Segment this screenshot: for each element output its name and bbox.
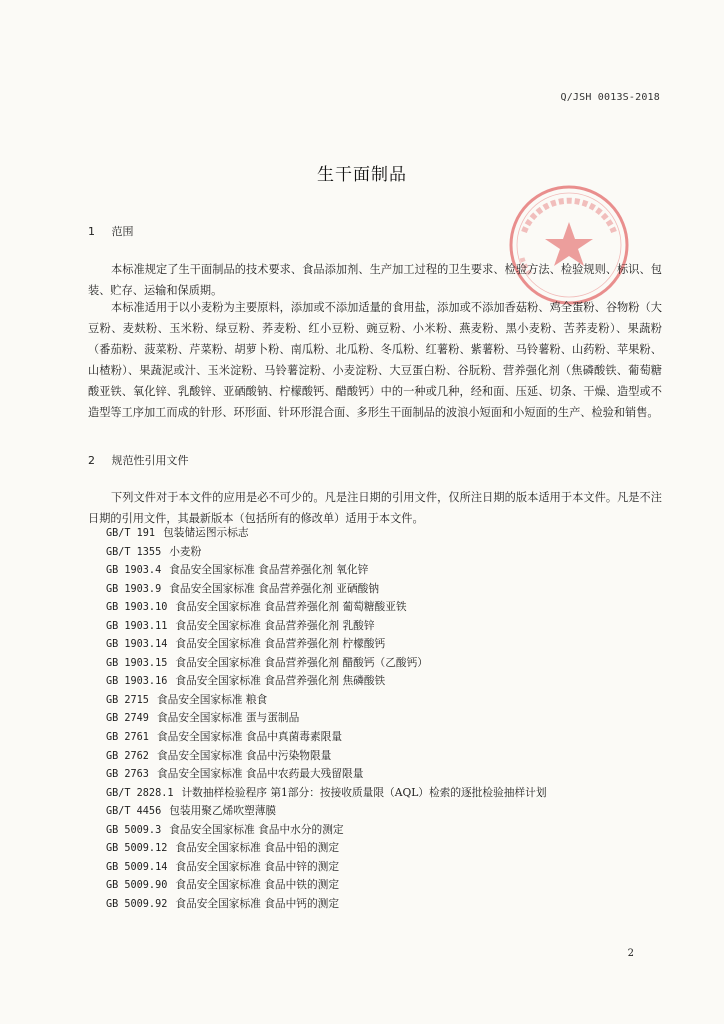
reference-item	[106, 691, 547, 710]
reference-title: 食品安全国家标准 食品中锌的测定	[175, 859, 340, 873]
reference-item	[106, 821, 547, 840]
reference-item	[106, 543, 547, 562]
reference-title: 食品安全国家标准 食品中真菌毒素限量	[156, 730, 343, 744]
reference-code: GB 1903.9	[106, 583, 162, 595]
reference-title: 食品安全国家标准 食品中农药最大残留限量	[156, 767, 364, 781]
reference-item	[106, 709, 547, 728]
reference-title: 食品安全国家标准 食品中铁的测定	[175, 878, 340, 892]
reference-title: 食品安全国家标准 食品营养强化剂 柠檬酸钙	[175, 637, 386, 651]
reference-title: 计数抽样检验程序 第1部分：按接收质量限（AQL）检索的逐批检验抽样计划	[181, 785, 547, 799]
scope-paragraph-2: 本标准适用于以小麦粉为主要原料，添加或不添加适量的食用盐，添加或不添加香菇粉、鸡全蛋粉、谷物粉（大豆粉、麦麸粉、玉米粉、绿豆粉、荞麦粉、红小豆粉、豌豆粉、小米粉、燕麦粉、黑小麦粉、苦荞麦粉）、果蔬粉（番茄粉、菠菜粉、芹菜粉、胡萝卜粉、南瓜粉、北瓜粉、冬瓜粉、红薯粉、紫薯粉、马铃薯粉、山药粉、苹果粉、山楂粉）、果蔬泥或汁、玉米淀粉、马铃薯淀粉、小麦淀粉、大豆蛋白粉、谷朊粉、营养强化剂（焦磷酸铁、葡萄糖酸亚铁、氧化锌、乳酸锌、亚硒酸钠、柠檬酸钙、醋酸钙）中的一种或几种，经和面、压延、切条、干燥、造型或不造型等工序加工而成的针形、环形面、针环形混合面、多形生干面制品的波浪小短面和小短面的生产、检验和销售。	[88, 301, 662, 419]
reference-code: GB/T 191	[106, 528, 156, 539]
reference-item	[106, 654, 547, 673]
reference-title: 食品安全国家标准 蛋与蛋制品	[156, 711, 300, 725]
reference-title: 食品安全国家标准 粮食	[156, 692, 268, 706]
reference-item	[106, 580, 547, 599]
reference-item	[106, 784, 547, 803]
reference-item	[106, 728, 547, 747]
reference-item	[106, 524, 547, 543]
reference-title: 包装用聚乙烯吹塑薄膜	[169, 804, 277, 818]
reference-item	[106, 598, 547, 617]
reference-item	[106, 672, 547, 691]
reference-title: 食品安全国家标准 食品中水分的测定	[169, 822, 344, 836]
reference-title: 食品安全国家标准 食品中钙的测定	[175, 896, 340, 910]
reference-item	[106, 561, 547, 580]
reference-code: GB 1903.4	[106, 565, 162, 577]
reference-title: 食品安全国家标准 食品营养强化剂 葡萄糖酸亚铁	[175, 600, 407, 614]
reference-code: GB 2715	[106, 694, 149, 706]
section-2-heading	[88, 452, 189, 468]
reference-item	[106, 802, 547, 821]
document-code: Q/JSH 0013S-2018	[560, 92, 660, 103]
reference-item	[106, 635, 547, 654]
reference-title: 食品安全国家标准 食品营养强化剂 醋酸钙（乙酸钙）	[175, 655, 428, 669]
reference-code: GB 2762	[106, 750, 149, 762]
reference-title: 食品安全国家标准 食品中铅的测定	[175, 841, 340, 855]
reference-code: GB 2763	[106, 769, 149, 781]
reference-item	[106, 747, 547, 766]
document-title: 生干面制品	[317, 165, 407, 185]
section-2-title: 规范性引用文件	[111, 454, 189, 467]
page-number: 2	[627, 948, 634, 959]
reference-title: 食品安全国家标准 食品中污染物限量	[156, 748, 332, 762]
reference-item	[106, 765, 547, 784]
reference-list	[106, 524, 547, 913]
section-1-number: 1	[88, 225, 95, 238]
reference-code: GB/T 1355	[106, 546, 162, 558]
reference-item	[106, 617, 547, 636]
reference-title: 食品安全国家标准 食品营养强化剂 氧化锌	[169, 563, 369, 577]
reference-code: GB 1903.15	[106, 657, 168, 669]
reference-title: 包装储运图示标志	[163, 526, 249, 539]
reference-code: GB 2761	[106, 732, 149, 744]
section-2-number: 2	[88, 454, 95, 467]
reference-title: 小麦粉	[169, 544, 202, 558]
reference-item	[106, 895, 547, 914]
reference-item	[106, 858, 547, 877]
reference-title: 食品安全国家标准 食品营养强化剂 亚硒酸钠	[169, 581, 380, 595]
references-intro: 下列文件对于本文件的应用是必不可少的。凡是注日期的引用文件，仅所注日期的版本适用于本文件。凡是不注日期的引用文件，其最新版本（包括所有的修改单）适用于本文件。	[88, 491, 662, 525]
reference-code: GB 5009.90	[106, 880, 168, 892]
reference-code: GB 5009.14	[106, 861, 168, 873]
scope-paragraph-1: 本标准规定了生干面制品的技术要求、食品添加剂、生产加工过程的卫生要求、检验方法、检验规则、标识、包装、贮存、运输和保质期。	[88, 263, 662, 297]
reference-title: 食品安全国家标准 食品营养强化剂 焦磷酸铁	[175, 674, 386, 688]
reference-code: GB 2749	[106, 713, 149, 725]
reference-code: GB 1903.16	[106, 676, 168, 688]
section-1-title: 范围	[111, 225, 134, 238]
reference-code: GB 5009.92	[106, 898, 168, 910]
reference-code: GB 5009.12	[106, 843, 168, 855]
reference-code: GB 1903.10	[106, 602, 168, 614]
reference-code: GB/T 2828.1	[106, 787, 174, 799]
reference-code: GB 1903.14	[106, 639, 168, 651]
reference-item	[106, 876, 547, 895]
reference-item	[106, 839, 547, 858]
reference-code: GB 1903.11	[106, 620, 168, 632]
reference-code: GB 5009.3	[106, 824, 162, 836]
reference-title: 食品安全国家标准 食品营养强化剂 乳酸锌	[175, 618, 375, 632]
section-1-heading	[88, 223, 134, 239]
reference-code: GB/T 4456	[106, 806, 162, 818]
